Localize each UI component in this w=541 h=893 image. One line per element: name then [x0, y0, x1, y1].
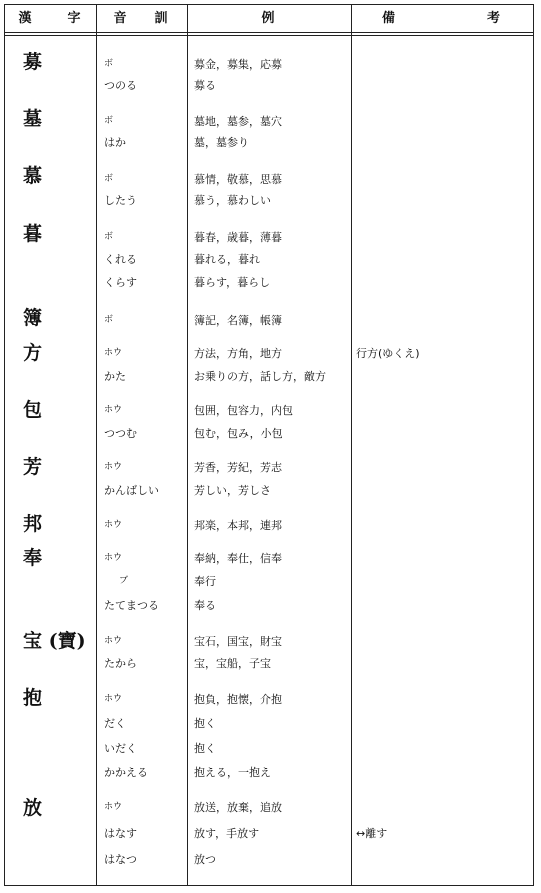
kanji-cell: 募	[23, 51, 43, 73]
example-cell: 放す，手放す	[194, 827, 260, 840]
example-cell: 方法，方角，地方	[194, 347, 282, 360]
kanji-cell: 方	[23, 342, 43, 364]
header-kanji-char: 字	[67, 11, 83, 26]
kanji-cell: 奉	[23, 547, 43, 569]
note-cell: 行方(ゆくえ)	[356, 347, 420, 360]
header-kanji	[5, 5, 96, 32]
reading-cell: はなつ	[104, 853, 137, 866]
kanji-cell: 放	[23, 797, 43, 819]
header-reading-char: 訓	[154, 11, 170, 26]
reading-cell: つのる	[104, 79, 137, 92]
example-cell: 宝石，国宝，財宝	[194, 635, 282, 648]
kanji-cell: 墓	[23, 108, 43, 130]
example-cell: お乗りの方，話し方，敵方	[194, 370, 326, 383]
reading-cell: かんばしい	[104, 484, 159, 497]
reading-cell: いだく	[104, 742, 137, 755]
reading-cell: くれる	[104, 253, 137, 266]
kanji-cell: 抱	[23, 687, 43, 709]
reading-cell: ホウ	[104, 348, 123, 358]
example-cell: 放つ	[194, 853, 216, 866]
reading-cell: ホウ	[104, 405, 123, 415]
reading-cell: かた	[104, 370, 126, 383]
header-notes	[351, 5, 533, 32]
reading-cell: ホウ	[104, 636, 123, 646]
example-cell: 抱く	[194, 742, 216, 755]
example-cell: 包む，包み，小包	[194, 427, 283, 440]
example-cell: 邦楽，本邦，連邦	[194, 519, 282, 532]
kanji-cell: 宝 (寶)	[23, 630, 86, 652]
example-cell: 抱負，抱懐，介抱	[194, 693, 282, 706]
header-divider	[5, 32, 533, 33]
reading-cell: つつむ	[104, 427, 137, 440]
reading-cell: ホウ	[104, 694, 123, 704]
header-reading	[96, 5, 187, 32]
example-cell: 募金，募集，応募	[194, 58, 282, 71]
example-cell: 暮らす，暮らし	[194, 276, 271, 289]
header-examples-char: 例	[261, 11, 277, 26]
example-cell: 芳しい，芳しさ	[194, 484, 271, 497]
reading-cell: ホウ	[104, 802, 123, 812]
reading-cell: ブ	[119, 576, 129, 586]
header-notes-char: 考	[487, 11, 503, 26]
reading-cell: したう	[104, 194, 137, 207]
example-cell: 宝，宝船，子宝	[194, 657, 271, 670]
example-cell: 抱く	[194, 717, 216, 730]
column-divider	[96, 5, 97, 885]
example-cell: 奉納，奉仕，信奉	[194, 552, 282, 565]
header-notes-char: 備	[381, 11, 397, 26]
reading-cell: はか	[104, 136, 126, 149]
header-examples	[187, 5, 351, 32]
column-divider	[351, 5, 352, 885]
reading-cell: ホウ	[104, 553, 123, 563]
kanji-cell: 芳	[23, 456, 43, 478]
kanji-cell: 暮	[23, 223, 43, 245]
header-reading-char: 音	[113, 11, 129, 26]
example-cell: 慕う，慕わしい	[194, 194, 271, 207]
header-divider	[5, 35, 533, 36]
note-cell: ↔離す	[356, 827, 388, 840]
example-cell: 抱える，一抱え	[194, 766, 271, 779]
kanji-cell: 包	[23, 399, 43, 421]
kanji-cell: 慕	[23, 165, 43, 187]
example-cell: 墓，墓参り	[194, 136, 249, 149]
example-cell: 簿記，名簿，帳簿	[194, 314, 282, 327]
example-cell: 暮春，歳暮，薄暮	[194, 231, 282, 244]
kanji-cell: 邦	[23, 513, 43, 535]
reading-cell: ホウ	[104, 520, 123, 530]
example-cell: 墓地，墓参，墓穴	[194, 115, 282, 128]
reading-cell: ボ	[104, 315, 114, 325]
example-cell: 包囲，包容力，内包	[194, 404, 293, 417]
reading-cell: ボ	[104, 116, 114, 126]
reading-cell: たから	[104, 657, 137, 670]
example-cell: 暮れる，暮れ	[194, 253, 260, 266]
kanji-cell: 簿	[23, 307, 43, 329]
reading-cell: たてまつる	[104, 599, 159, 612]
reading-cell: ボ	[104, 174, 114, 184]
reading-cell: くらす	[104, 276, 137, 289]
example-cell: 慕情，敬慕，思慕	[194, 173, 282, 186]
reading-cell: ホウ	[104, 462, 123, 472]
reading-cell: かかえる	[104, 766, 148, 779]
example-cell: 募る	[194, 79, 216, 92]
reading-cell: だく	[104, 717, 126, 730]
example-cell: 放送，放棄，追放	[194, 801, 282, 814]
reading-cell: ボ	[104, 59, 114, 69]
example-cell: 奉る	[194, 599, 216, 612]
header-kanji-char: 漢	[18, 11, 34, 26]
example-cell: 芳香，芳紀，芳志	[194, 461, 282, 474]
reading-cell: ボ	[104, 232, 114, 242]
column-divider	[187, 5, 188, 885]
kanji-table	[4, 4, 534, 886]
reading-cell: はなす	[104, 827, 137, 840]
example-cell: 奉行	[194, 575, 216, 588]
